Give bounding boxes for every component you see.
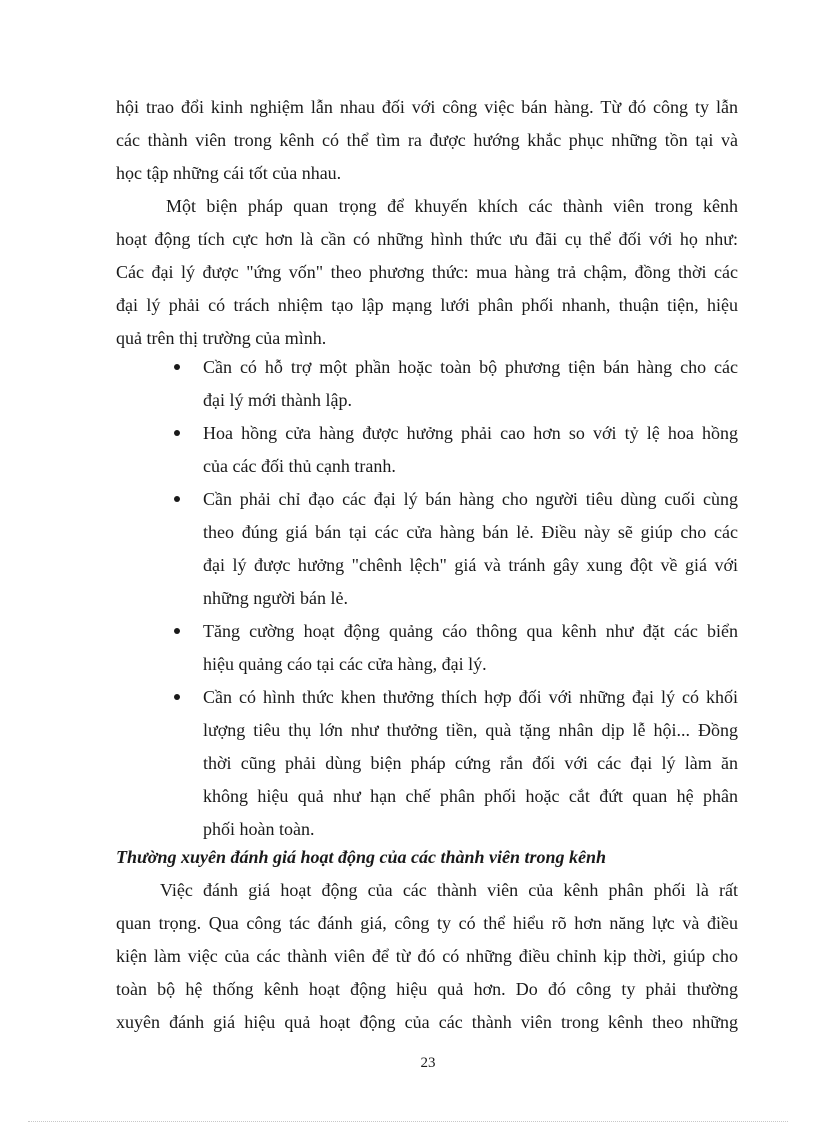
section-heading: Thường xuyên đánh giá hoạt động của các thành viên trong kênh [116,847,607,867]
bullet-item-line: hiệu quảng cáo tại các cửa hàng, đại lý. [203,654,487,674]
bullet-item-line: lượng tiêu thụ lớn như thưởng tiền, quà tặng nhân dịp lễ hội... Đồng [203,720,738,740]
page-bottom-divider [28,1121,788,1122]
bullet-item-line: đại lý mới thành lập. [203,390,352,410]
paragraph-line: Một biện pháp quan trọng để khuyến khích các thành viên trong kênh [166,196,738,216]
bullet-icon [174,364,180,370]
bullet-icon [174,628,180,634]
bullet-item-line: Tăng cường hoạt động quảng cáo thông qua kênh như đặt các biển [203,621,738,641]
bullet-item-line: thời cũng phải dùng biện pháp cứng rắn đối với các đại lý làm ăn [203,753,738,773]
bullet-icon [174,694,180,700]
bullet-item-line: không hiệu quả như hạn chế phân phối hoặc cắt đứt quan hệ phân [203,786,738,806]
paragraph-line: quan trọng. Qua công tác đánh giá, công ty có thể hiểu rõ hơn năng lực và điều [116,913,738,933]
bullet-item-line: Cần phải chỉ đạo các đại lý bán hàng cho người tiêu dùng cuối cùng [203,489,738,509]
paragraph-line: kiện làm việc của các thành viên để từ đó có những điều chỉnh kịp thời, giúp cho [116,946,738,966]
paragraph-line: quả trên thị trường của mình. [116,328,327,348]
paragraph-line: đại lý phải có trách nhiệm tạo lập mạng lưới phân phối nhanh, thuận tiện, hiệu [116,295,738,315]
paragraph-line: Các đại lý được "ứng vốn" theo phương thức: mua hàng trả chậm, đồng thời các [116,262,738,282]
paragraph-line: hoạt động tích cực hơn là cần có những hình thức ưu đãi cụ thể đối với họ như: [116,229,738,249]
bullet-item-line: Cần có hỗ trợ một phần hoặc toàn bộ phương tiện bán hàng cho các [203,357,738,377]
bullet-item-line: những người bán lẻ. [203,588,349,608]
paragraph-line: toàn bộ hệ thống kênh hoạt động hiệu quả hơn. Do đó công ty phải thường [116,979,738,999]
paragraph-line: các thành viên trong kênh có thể tìm ra được hướng khắc phục những tồn tại và [116,130,738,150]
paragraph-line: học tập những cái tốt của nhau. [116,163,342,183]
bullet-item-line: đại lý được hưởng "chênh lệch" giá và tránh gây xung đột về giá với [203,555,738,575]
bullet-icon [174,496,180,502]
bullet-icon [174,430,180,436]
bullet-item-line: Cần có hình thức khen thưởng thích hợp đối với những đại lý có khối [203,687,738,707]
bullet-item-line: phối hoàn toàn. [203,819,315,839]
bullet-item-line: của các đối thủ cạnh tranh. [203,456,396,476]
paragraph-line: Việc đánh giá hoạt động của các thành viên của kênh phân phối là rất [160,880,738,900]
bullet-item-line: Hoa hồng cửa hàng được hưởng phải cao hơn so với tỷ lệ hoa hồng [203,423,738,443]
bullet-item-line: theo đúng giá bán tại các cửa hàng bán lẻ. Điều này sẽ giúp cho các [203,522,738,542]
paragraph-line: xuyên đánh giá hiệu quả hoạt động của các thành viên trong kênh theo những [116,1012,738,1032]
paragraph-line: hội trao đổi kinh nghiệm lẫn nhau đối với công việc bán hàng. Từ đó công ty lẫn [116,97,738,117]
page-number: 23 [420,1055,436,1071]
